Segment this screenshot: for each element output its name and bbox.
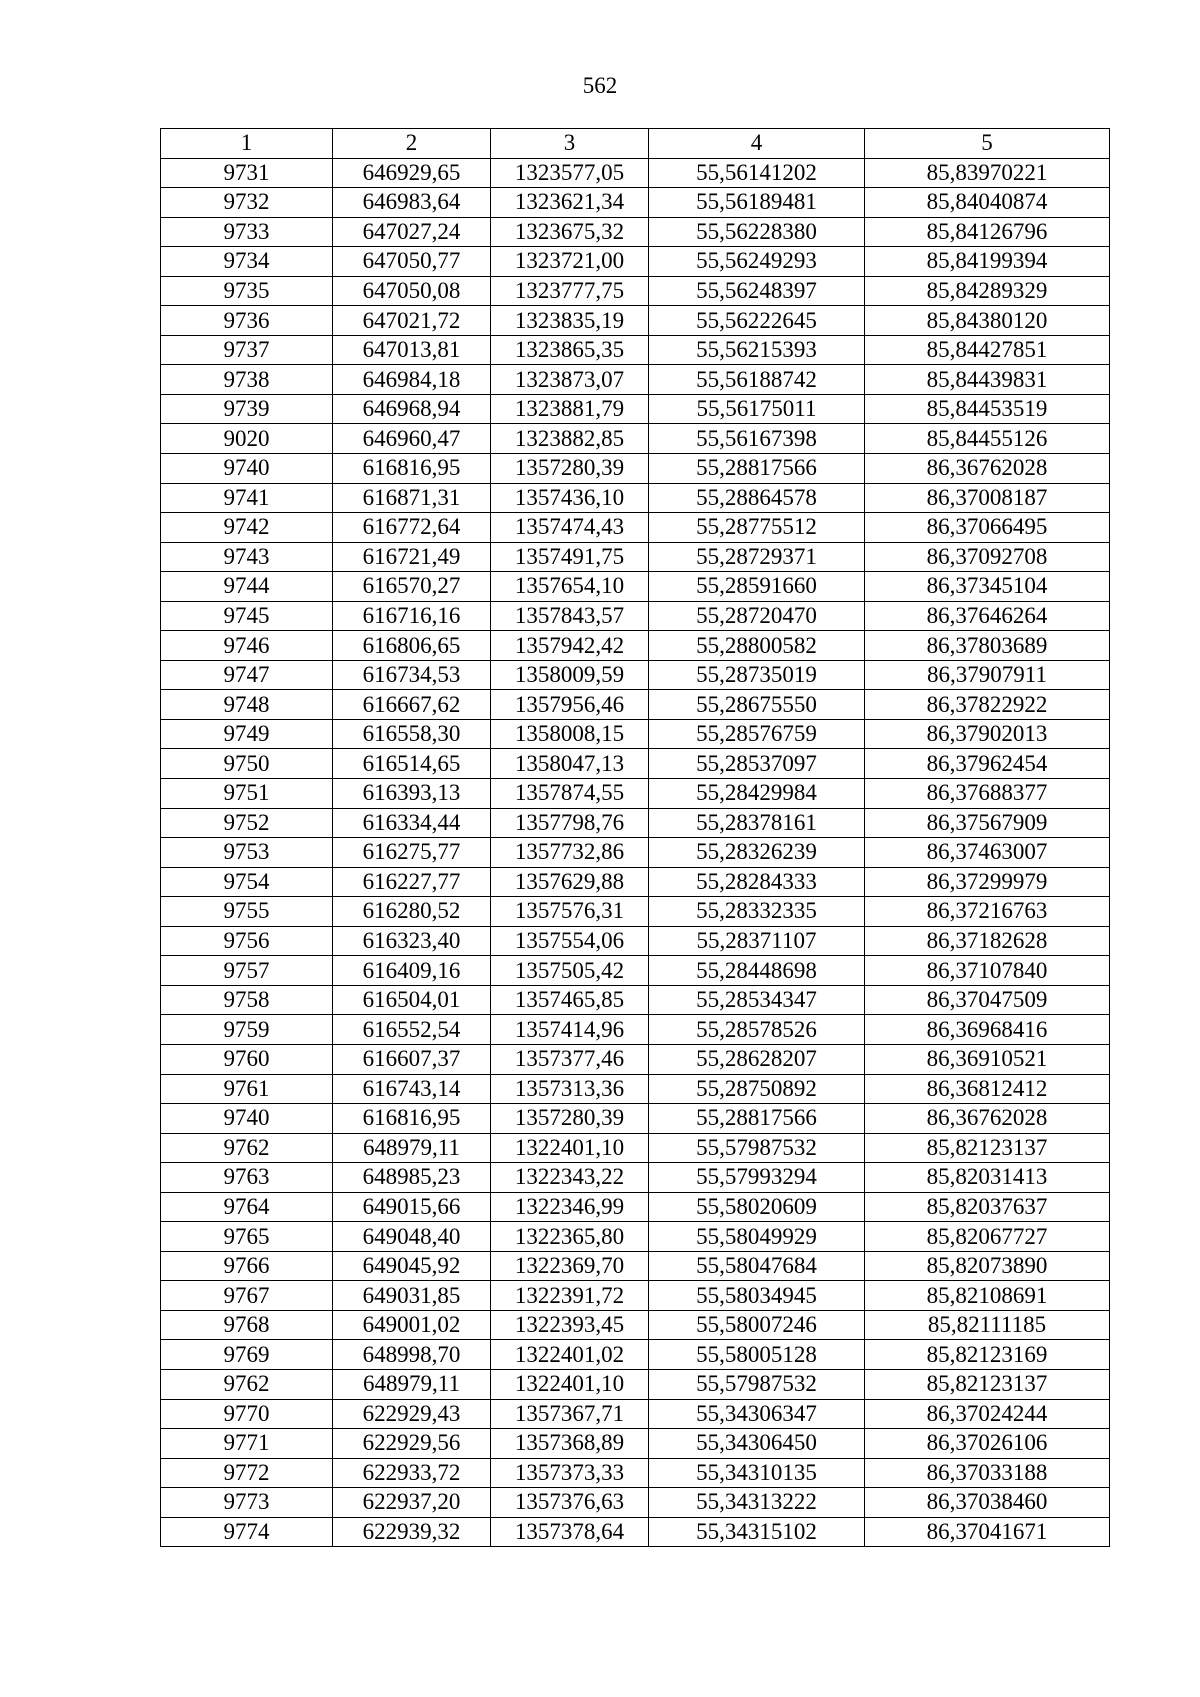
- latitude-cell: 55,34306450: [649, 1429, 865, 1459]
- y-coordinate-cell: 1323621,34: [491, 188, 649, 218]
- longitude-cell: 85,82031413: [865, 1163, 1110, 1193]
- header-cell-5: 5: [865, 129, 1110, 159]
- y-coordinate-cell: 1323873,07: [491, 365, 649, 395]
- x-coordinate-cell: 616409,16: [333, 956, 491, 986]
- table-row: [161, 1074, 1110, 1104]
- point-number-cell: 9753: [161, 838, 333, 868]
- table-row: [161, 1458, 1110, 1488]
- y-coordinate-cell: 1357874,55: [491, 779, 649, 809]
- longitude-cell: 85,82123169: [865, 1340, 1110, 1370]
- longitude-cell: 85,82123137: [865, 1369, 1110, 1399]
- latitude-cell: 55,58034945: [649, 1281, 865, 1311]
- x-coordinate-cell: 646960,47: [333, 424, 491, 454]
- longitude-cell: 86,37567909: [865, 808, 1110, 838]
- y-coordinate-cell: 1323675,32: [491, 217, 649, 247]
- point-number-cell: 9770: [161, 1399, 333, 1429]
- table-row: [161, 897, 1110, 927]
- point-number-cell: 9735: [161, 276, 333, 306]
- table-row: [161, 1517, 1110, 1547]
- table-row: [161, 985, 1110, 1015]
- latitude-cell: 55,28576759: [649, 719, 865, 749]
- table-row: [161, 1133, 1110, 1163]
- point-number-cell: 9754: [161, 867, 333, 897]
- latitude-cell: 55,28578526: [649, 1015, 865, 1045]
- x-coordinate-cell: 649045,92: [333, 1251, 491, 1281]
- table-row: [161, 867, 1110, 897]
- latitude-cell: 55,34313222: [649, 1488, 865, 1518]
- header-cell-4: 4: [649, 129, 865, 159]
- longitude-cell: 85,82073890: [865, 1251, 1110, 1281]
- x-coordinate-cell: 646968,94: [333, 394, 491, 424]
- x-coordinate-cell: 616334,44: [333, 808, 491, 838]
- table-row: [161, 719, 1110, 749]
- latitude-cell: 55,34306347: [649, 1399, 865, 1429]
- latitude-cell: 55,56189481: [649, 188, 865, 218]
- y-coordinate-cell: 1357554,06: [491, 926, 649, 956]
- latitude-cell: 55,56188742: [649, 365, 865, 395]
- longitude-cell: 85,82123137: [865, 1133, 1110, 1163]
- x-coordinate-cell: 616716,16: [333, 601, 491, 631]
- latitude-cell: 55,56141202: [649, 158, 865, 188]
- x-coordinate-cell: 616280,52: [333, 897, 491, 927]
- table-row: [161, 956, 1110, 986]
- latitude-cell: 55,28775512: [649, 513, 865, 543]
- table-row: [161, 1281, 1110, 1311]
- y-coordinate-cell: 1357377,46: [491, 1044, 649, 1074]
- latitude-cell: 55,28332335: [649, 897, 865, 927]
- latitude-cell: 55,28750892: [649, 1074, 865, 1104]
- x-coordinate-cell: 616552,54: [333, 1015, 491, 1045]
- x-coordinate-cell: 616558,30: [333, 719, 491, 749]
- longitude-cell: 86,37026106: [865, 1429, 1110, 1459]
- longitude-cell: 86,37688377: [865, 779, 1110, 809]
- point-number-cell: 9734: [161, 247, 333, 277]
- y-coordinate-cell: 1357368,89: [491, 1429, 649, 1459]
- table-row: [161, 838, 1110, 868]
- longitude-cell: 86,37803689: [865, 631, 1110, 661]
- y-coordinate-cell: 1322401,10: [491, 1369, 649, 1399]
- x-coordinate-cell: 646984,18: [333, 365, 491, 395]
- table-row: [161, 1104, 1110, 1134]
- point-number-cell: 9772: [161, 1458, 333, 1488]
- point-number-cell: 9762: [161, 1369, 333, 1399]
- longitude-cell: 86,37033188: [865, 1458, 1110, 1488]
- latitude-cell: 55,56175011: [649, 394, 865, 424]
- longitude-cell: 86,37822922: [865, 690, 1110, 720]
- page-number: 562: [582, 73, 618, 98]
- table-row: [161, 1399, 1110, 1429]
- coordinates-table: [160, 128, 1110, 1547]
- point-number-cell: 9765: [161, 1222, 333, 1252]
- y-coordinate-cell: 1322401,02: [491, 1340, 649, 1370]
- y-coordinate-cell: 1323881,79: [491, 394, 649, 424]
- longitude-cell: 85,84439831: [865, 365, 1110, 395]
- y-coordinate-cell: 1358008,15: [491, 719, 649, 749]
- x-coordinate-cell: 647050,08: [333, 276, 491, 306]
- x-coordinate-cell: 616743,14: [333, 1074, 491, 1104]
- x-coordinate-cell: 616806,65: [333, 631, 491, 661]
- latitude-cell: 55,56228380: [649, 217, 865, 247]
- x-coordinate-cell: 616514,65: [333, 749, 491, 779]
- point-number-cell: 9747: [161, 660, 333, 690]
- longitude-cell: 85,82108691: [865, 1281, 1110, 1311]
- x-coordinate-cell: 647013,81: [333, 335, 491, 365]
- longitude-cell: 85,82037637: [865, 1192, 1110, 1222]
- table-row: [161, 690, 1110, 720]
- x-coordinate-cell: 616393,13: [333, 779, 491, 809]
- y-coordinate-cell: 1357436,10: [491, 483, 649, 513]
- table-row: [161, 1163, 1110, 1193]
- longitude-cell: 85,84126796: [865, 217, 1110, 247]
- longitude-cell: 86,36762028: [865, 1104, 1110, 1134]
- point-number-cell: 9752: [161, 808, 333, 838]
- point-number-cell: 9774: [161, 1517, 333, 1547]
- point-number-cell: 9750: [161, 749, 333, 779]
- y-coordinate-cell: 1322401,10: [491, 1133, 649, 1163]
- table-row: [161, 601, 1110, 631]
- point-number-cell: 9743: [161, 542, 333, 572]
- table-row: [161, 1429, 1110, 1459]
- y-coordinate-cell: 1357414,96: [491, 1015, 649, 1045]
- point-number-cell: 9762: [161, 1133, 333, 1163]
- y-coordinate-cell: 1357843,57: [491, 601, 649, 631]
- longitude-cell: 85,84455126: [865, 424, 1110, 454]
- latitude-cell: 55,57993294: [649, 1163, 865, 1193]
- x-coordinate-cell: 649031,85: [333, 1281, 491, 1311]
- y-coordinate-cell: 1322365,80: [491, 1222, 649, 1252]
- longitude-cell: 86,36968416: [865, 1015, 1110, 1045]
- y-coordinate-cell: 1357367,71: [491, 1399, 649, 1429]
- header-cell-3: 3: [491, 129, 649, 159]
- point-number-cell: 9759: [161, 1015, 333, 1045]
- latitude-cell: 55,28864578: [649, 483, 865, 513]
- latitude-cell: 55,56249293: [649, 247, 865, 277]
- latitude-cell: 55,56167398: [649, 424, 865, 454]
- x-coordinate-cell: 616607,37: [333, 1044, 491, 1074]
- table-row: [161, 1251, 1110, 1281]
- latitude-cell: 55,58049929: [649, 1222, 865, 1252]
- point-number-cell: 9736: [161, 306, 333, 336]
- point-number-cell: 9764: [161, 1192, 333, 1222]
- table-header: [161, 129, 1110, 159]
- y-coordinate-cell: 1358009,59: [491, 660, 649, 690]
- table-row: [161, 158, 1110, 188]
- table-row: [161, 513, 1110, 543]
- table-row: [161, 926, 1110, 956]
- y-coordinate-cell: 1357313,36: [491, 1074, 649, 1104]
- header-row: [161, 129, 1110, 159]
- point-number-cell: 9756: [161, 926, 333, 956]
- table-row: [161, 1488, 1110, 1518]
- y-coordinate-cell: 1357732,86: [491, 838, 649, 868]
- point-number-cell: 9751: [161, 779, 333, 809]
- y-coordinate-cell: 1358047,13: [491, 749, 649, 779]
- longitude-cell: 86,37092708: [865, 542, 1110, 572]
- x-coordinate-cell: 622933,72: [333, 1458, 491, 1488]
- latitude-cell: 55,28817566: [649, 1104, 865, 1134]
- table-row: [161, 808, 1110, 838]
- table-row: [161, 631, 1110, 661]
- table-row: [161, 247, 1110, 277]
- table-row: [161, 1044, 1110, 1074]
- table-row: [161, 1340, 1110, 1370]
- table-row: [161, 188, 1110, 218]
- latitude-cell: 55,58007246: [649, 1310, 865, 1340]
- latitude-cell: 55,28429984: [649, 779, 865, 809]
- point-number-cell: 9740: [161, 1104, 333, 1134]
- longitude-cell: 86,37038460: [865, 1488, 1110, 1518]
- table-row: [161, 394, 1110, 424]
- longitude-cell: 86,37182628: [865, 926, 1110, 956]
- x-coordinate-cell: 616816,95: [333, 454, 491, 484]
- y-coordinate-cell: 1357280,39: [491, 454, 649, 484]
- longitude-cell: 86,36910521: [865, 1044, 1110, 1074]
- table-row: [161, 779, 1110, 809]
- longitude-cell: 85,82067727: [865, 1222, 1110, 1252]
- latitude-cell: 55,57987532: [649, 1369, 865, 1399]
- y-coordinate-cell: 1357376,63: [491, 1488, 649, 1518]
- latitude-cell: 55,28729371: [649, 542, 865, 572]
- latitude-cell: 55,28591660: [649, 572, 865, 602]
- point-number-cell: 9763: [161, 1163, 333, 1193]
- table-body: [161, 158, 1110, 1547]
- y-coordinate-cell: 1357576,31: [491, 897, 649, 927]
- longitude-cell: 86,37907911: [865, 660, 1110, 690]
- latitude-cell: 55,58005128: [649, 1340, 865, 1370]
- header-cell-1: 1: [161, 129, 333, 159]
- point-number-cell: 9773: [161, 1488, 333, 1518]
- latitude-cell: 55,28371107: [649, 926, 865, 956]
- point-number-cell: 9749: [161, 719, 333, 749]
- x-coordinate-cell: 648979,11: [333, 1133, 491, 1163]
- x-coordinate-cell: 649048,40: [333, 1222, 491, 1252]
- longitude-cell: 85,84453519: [865, 394, 1110, 424]
- latitude-cell: 55,56248397: [649, 276, 865, 306]
- x-coordinate-cell: 649015,66: [333, 1192, 491, 1222]
- y-coordinate-cell: 1323882,85: [491, 424, 649, 454]
- x-coordinate-cell: 622939,32: [333, 1517, 491, 1547]
- table-row: [161, 572, 1110, 602]
- table-row: [161, 276, 1110, 306]
- longitude-cell: 85,83970221: [865, 158, 1110, 188]
- y-coordinate-cell: 1357280,39: [491, 1104, 649, 1134]
- point-number-cell: 9760: [161, 1044, 333, 1074]
- latitude-cell: 55,28720470: [649, 601, 865, 631]
- point-number-cell: 9757: [161, 956, 333, 986]
- point-number-cell: 9742: [161, 513, 333, 543]
- table-row: [161, 1192, 1110, 1222]
- point-number-cell: 9739: [161, 394, 333, 424]
- point-number-cell: 9020: [161, 424, 333, 454]
- table-row: [161, 1015, 1110, 1045]
- x-coordinate-cell: 616667,62: [333, 690, 491, 720]
- table-row: [161, 306, 1110, 336]
- point-number-cell: 9740: [161, 454, 333, 484]
- longitude-cell: 86,37047509: [865, 985, 1110, 1015]
- y-coordinate-cell: 1357373,33: [491, 1458, 649, 1488]
- x-coordinate-cell: 616227,77: [333, 867, 491, 897]
- latitude-cell: 55,56215393: [649, 335, 865, 365]
- table-row: [161, 365, 1110, 395]
- table-row: [161, 542, 1110, 572]
- latitude-cell: 55,28800582: [649, 631, 865, 661]
- table-row: [161, 483, 1110, 513]
- point-number-cell: 9744: [161, 572, 333, 602]
- table-row: [161, 749, 1110, 779]
- point-number-cell: 9755: [161, 897, 333, 927]
- y-coordinate-cell: 1357654,10: [491, 572, 649, 602]
- latitude-cell: 55,34315102: [649, 1517, 865, 1547]
- longitude-cell: 85,84289329: [865, 276, 1110, 306]
- y-coordinate-cell: 1322343,22: [491, 1163, 649, 1193]
- point-number-cell: 9761: [161, 1074, 333, 1104]
- longitude-cell: 86,37107840: [865, 956, 1110, 986]
- x-coordinate-cell: 622929,56: [333, 1429, 491, 1459]
- x-coordinate-cell: 622937,20: [333, 1488, 491, 1518]
- longitude-cell: 85,84040874: [865, 188, 1110, 218]
- longitude-cell: 86,37008187: [865, 483, 1110, 513]
- longitude-cell: 86,37216763: [865, 897, 1110, 927]
- latitude-cell: 55,28675550: [649, 690, 865, 720]
- y-coordinate-cell: 1357474,43: [491, 513, 649, 543]
- point-number-cell: 9769: [161, 1340, 333, 1370]
- point-number-cell: 9758: [161, 985, 333, 1015]
- longitude-cell: 86,37962454: [865, 749, 1110, 779]
- point-number-cell: 9767: [161, 1281, 333, 1311]
- latitude-cell: 55,57987532: [649, 1133, 865, 1163]
- y-coordinate-cell: 1323835,19: [491, 306, 649, 336]
- latitude-cell: 55,28628207: [649, 1044, 865, 1074]
- latitude-cell: 55,28817566: [649, 454, 865, 484]
- latitude-cell: 55,28448698: [649, 956, 865, 986]
- latitude-cell: 55,58020609: [649, 1192, 865, 1222]
- point-number-cell: 9741: [161, 483, 333, 513]
- y-coordinate-cell: 1357942,42: [491, 631, 649, 661]
- longitude-cell: 86,37299979: [865, 867, 1110, 897]
- x-coordinate-cell: 616721,49: [333, 542, 491, 572]
- longitude-cell: 85,82111185: [865, 1310, 1110, 1340]
- x-coordinate-cell: 648979,11: [333, 1369, 491, 1399]
- point-number-cell: 9771: [161, 1429, 333, 1459]
- latitude-cell: 55,28537097: [649, 749, 865, 779]
- x-coordinate-cell: 616734,53: [333, 660, 491, 690]
- y-coordinate-cell: 1323721,00: [491, 247, 649, 277]
- y-coordinate-cell: 1323865,35: [491, 335, 649, 365]
- x-coordinate-cell: 647021,72: [333, 306, 491, 336]
- x-coordinate-cell: 616871,31: [333, 483, 491, 513]
- x-coordinate-cell: 646929,65: [333, 158, 491, 188]
- point-number-cell: 9733: [161, 217, 333, 247]
- longitude-cell: 86,37646264: [865, 601, 1110, 631]
- y-coordinate-cell: 1323777,75: [491, 276, 649, 306]
- x-coordinate-cell: 616323,40: [333, 926, 491, 956]
- longitude-cell: 86,37024244: [865, 1399, 1110, 1429]
- table-row: [161, 1222, 1110, 1252]
- longitude-cell: 86,37041671: [865, 1517, 1110, 1547]
- y-coordinate-cell: 1357798,76: [491, 808, 649, 838]
- longitude-cell: 85,84199394: [865, 247, 1110, 277]
- y-coordinate-cell: 1357465,85: [491, 985, 649, 1015]
- x-coordinate-cell: 622929,43: [333, 1399, 491, 1429]
- latitude-cell: 55,58047684: [649, 1251, 865, 1281]
- table-row: [161, 1310, 1110, 1340]
- table-row: [161, 424, 1110, 454]
- y-coordinate-cell: 1322393,45: [491, 1310, 649, 1340]
- latitude-cell: 55,28284333: [649, 867, 865, 897]
- x-coordinate-cell: 616570,27: [333, 572, 491, 602]
- y-coordinate-cell: 1322346,99: [491, 1192, 649, 1222]
- longitude-cell: 85,84427851: [865, 335, 1110, 365]
- longitude-cell: 85,84380120: [865, 306, 1110, 336]
- point-number-cell: 9745: [161, 601, 333, 631]
- table-row: [161, 335, 1110, 365]
- x-coordinate-cell: 647027,24: [333, 217, 491, 247]
- table-row: [161, 454, 1110, 484]
- x-coordinate-cell: 647050,77: [333, 247, 491, 277]
- point-number-cell: 9738: [161, 365, 333, 395]
- point-number-cell: 9737: [161, 335, 333, 365]
- y-coordinate-cell: 1357505,42: [491, 956, 649, 986]
- x-coordinate-cell: 648985,23: [333, 1163, 491, 1193]
- longitude-cell: 86,36762028: [865, 454, 1110, 484]
- x-coordinate-cell: 648998,70: [333, 1340, 491, 1370]
- longitude-cell: 86,37066495: [865, 513, 1110, 543]
- table-row: [161, 660, 1110, 690]
- longitude-cell: 86,37345104: [865, 572, 1110, 602]
- latitude-cell: 55,28534347: [649, 985, 865, 1015]
- x-coordinate-cell: 616816,95: [333, 1104, 491, 1134]
- y-coordinate-cell: 1357956,46: [491, 690, 649, 720]
- latitude-cell: 55,28326239: [649, 838, 865, 868]
- longitude-cell: 86,36812412: [865, 1074, 1110, 1104]
- y-coordinate-cell: 1322369,70: [491, 1251, 649, 1281]
- x-coordinate-cell: 616772,64: [333, 513, 491, 543]
- point-number-cell: 9746: [161, 631, 333, 661]
- point-number-cell: 9731: [161, 158, 333, 188]
- longitude-cell: 86,37902013: [865, 719, 1110, 749]
- y-coordinate-cell: 1357491,75: [491, 542, 649, 572]
- point-number-cell: 9748: [161, 690, 333, 720]
- x-coordinate-cell: 616275,77: [333, 838, 491, 868]
- y-coordinate-cell: 1322391,72: [491, 1281, 649, 1311]
- x-coordinate-cell: 649001,02: [333, 1310, 491, 1340]
- latitude-cell: 55,28735019: [649, 660, 865, 690]
- table-row: [161, 1369, 1110, 1399]
- y-coordinate-cell: 1357629,88: [491, 867, 649, 897]
- y-coordinate-cell: 1323577,05: [491, 158, 649, 188]
- latitude-cell: 55,28378161: [649, 808, 865, 838]
- point-number-cell: 9766: [161, 1251, 333, 1281]
- point-number-cell: 9768: [161, 1310, 333, 1340]
- longitude-cell: 86,37463007: [865, 838, 1110, 868]
- header-cell-2: 2: [333, 129, 491, 159]
- table-row: [161, 217, 1110, 247]
- latitude-cell: 55,56222645: [649, 306, 865, 336]
- x-coordinate-cell: 646983,64: [333, 188, 491, 218]
- point-number-cell: 9732: [161, 188, 333, 218]
- x-coordinate-cell: 616504,01: [333, 985, 491, 1015]
- latitude-cell: 55,34310135: [649, 1458, 865, 1488]
- y-coordinate-cell: 1357378,64: [491, 1517, 649, 1547]
